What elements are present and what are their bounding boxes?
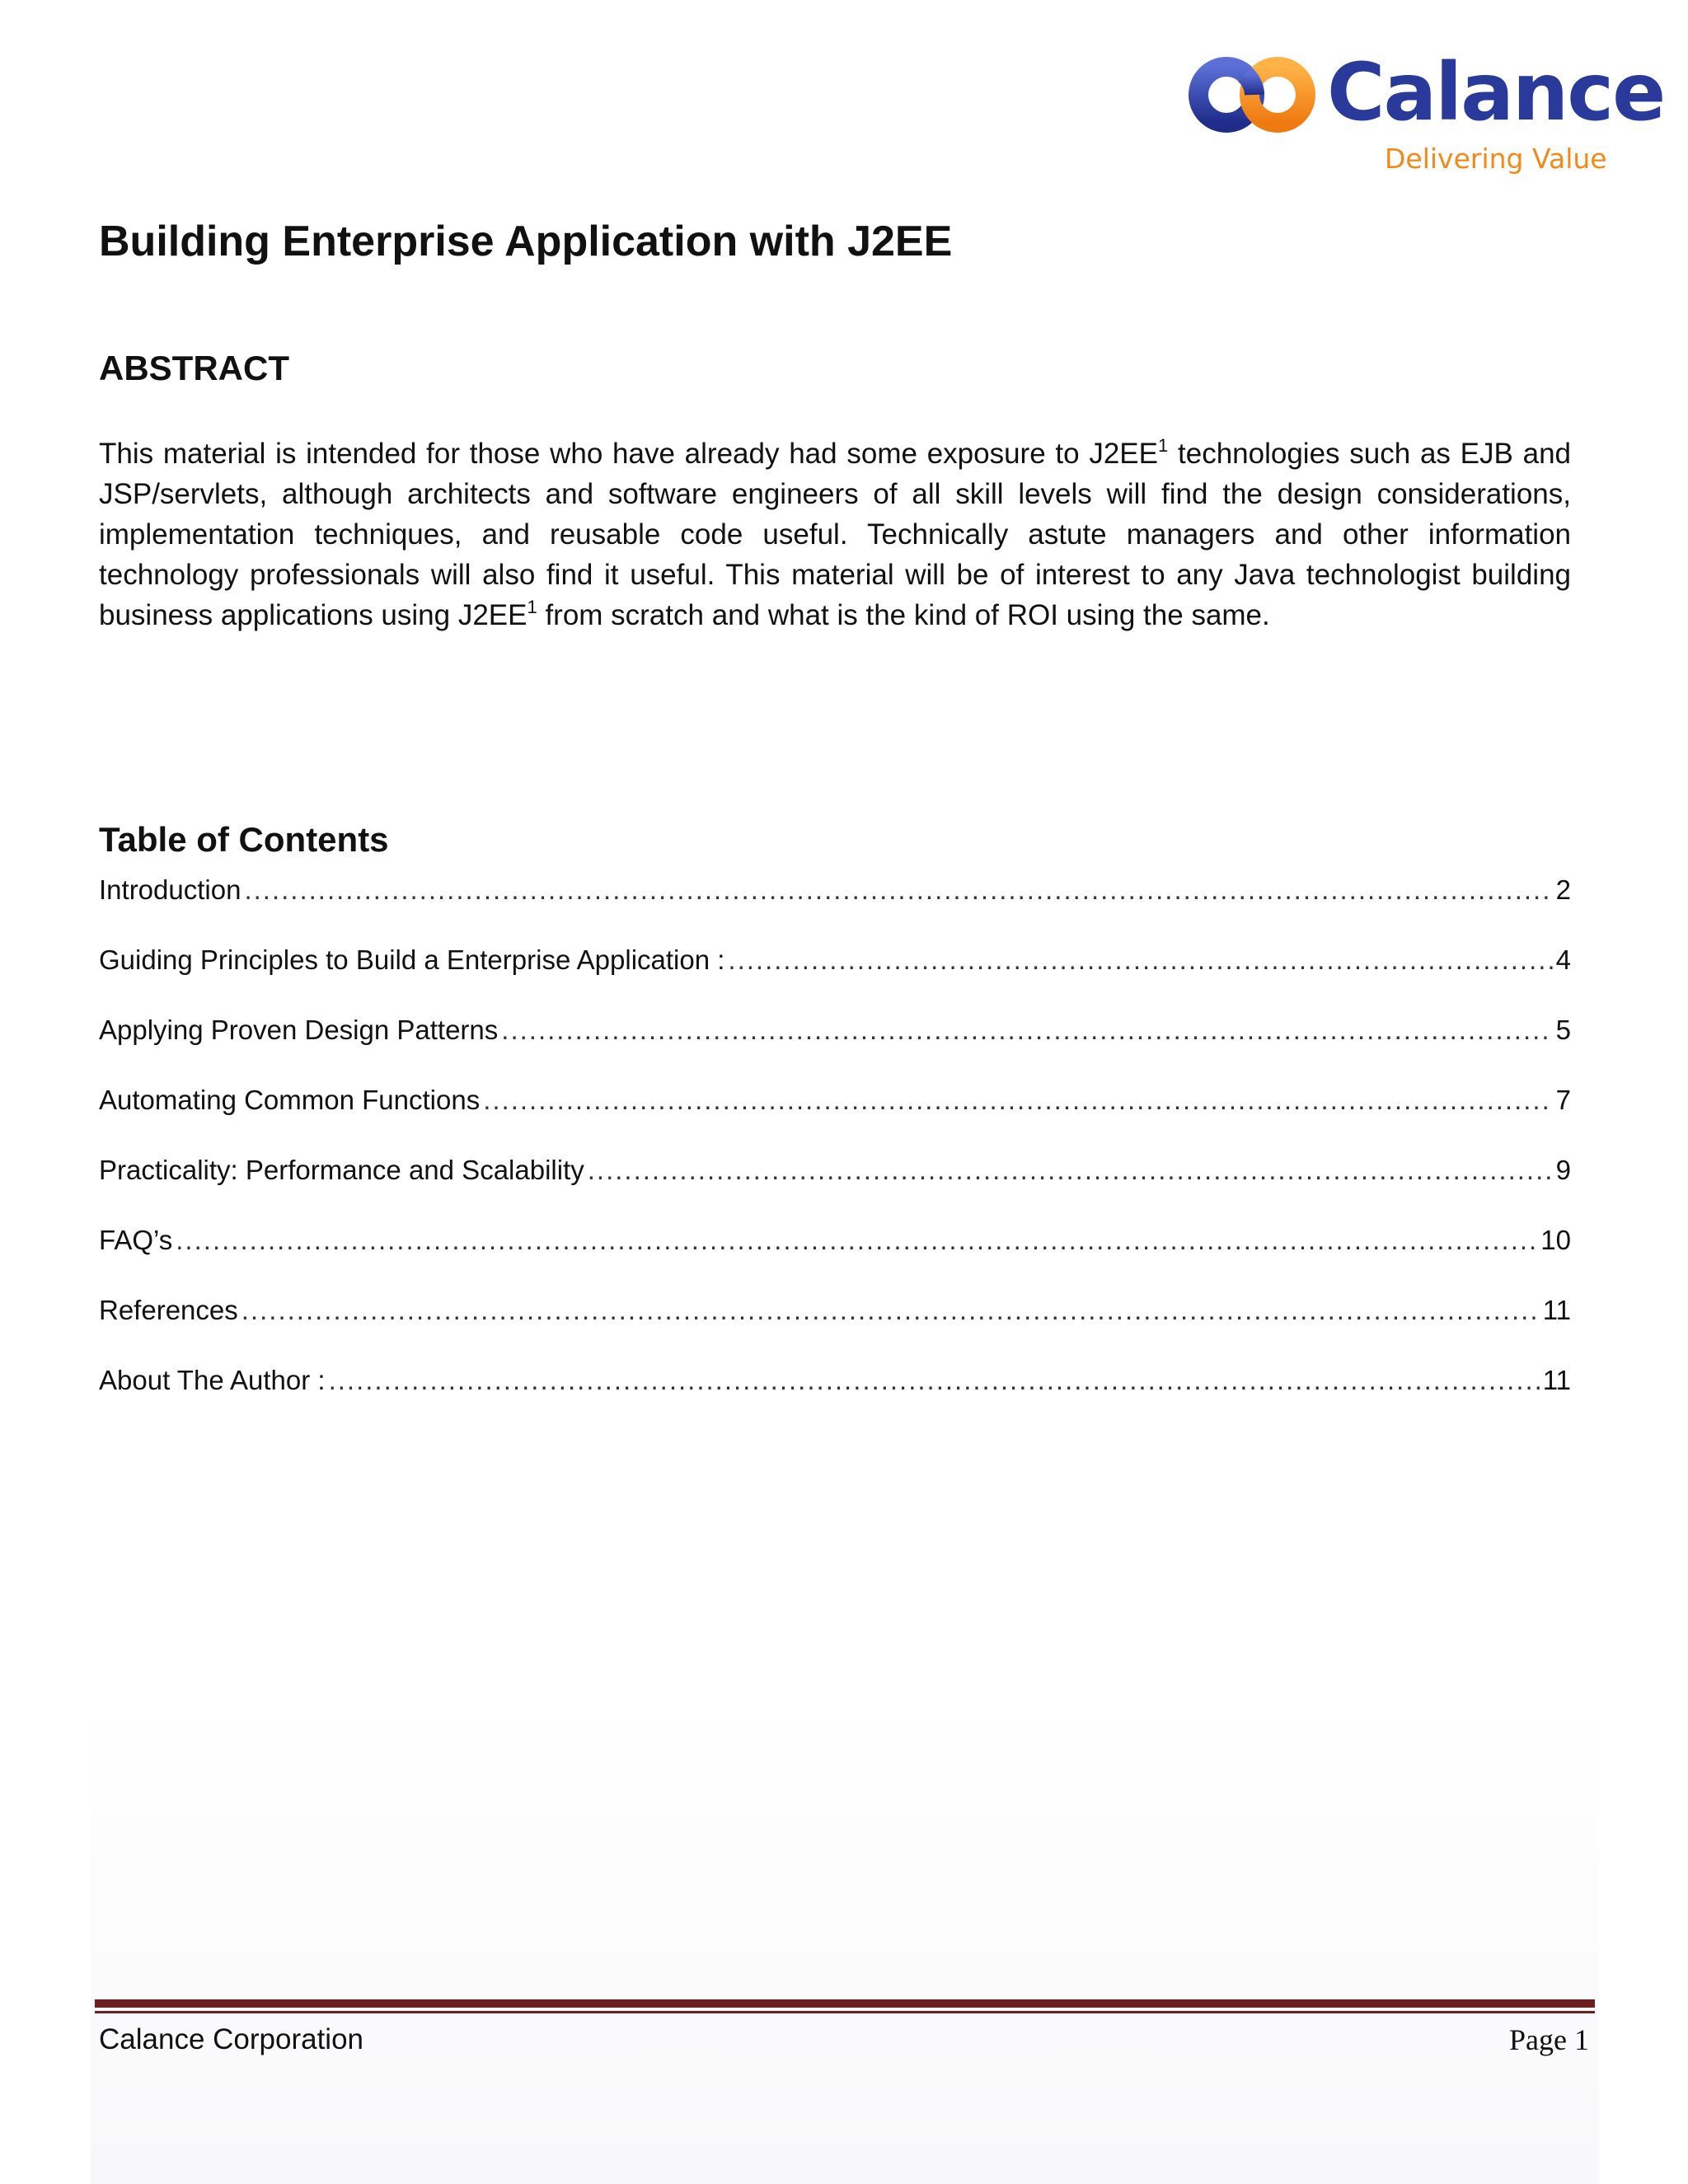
- footnote-ref-2[interactable]: 1: [527, 597, 537, 617]
- toc-entry-label: Applying Proven Design Patterns: [99, 1015, 499, 1045]
- logo-wordmark: Calance: [1327, 46, 1665, 138]
- toc-entry-faqs[interactable]: [99, 1220, 1571, 1290]
- toc-dot-leader: [241, 1290, 1540, 1331]
- toc-dot-leader: [588, 1150, 1553, 1191]
- toc-entry-label: Introduction: [99, 874, 241, 905]
- toc-entry-page: 9: [1555, 1155, 1571, 1185]
- footer-company: Calance Corporation: [99, 2023, 364, 2055]
- calance-logo: [1187, 46, 1665, 190]
- toc-entry-page: 11: [1542, 1295, 1571, 1325]
- abstract-text-2: technologies such as EJB and JSP/servlets, although architects and software engineers of all skill levels will find the design considerations, implementation techniques, and reusable code useful. Technically astute managers and other information technology professionals will also find it useful. This material will be of interest to any Java technologist building business applications using J2EE: [99, 438, 1571, 631]
- toc-entry-label: References: [99, 1295, 238, 1325]
- toc-entry-guiding-principles[interactable]: [99, 940, 1571, 1010]
- toc-entry-page: 2: [1555, 874, 1571, 905]
- document-title: Building Enterprise Application with J2EE: [99, 218, 953, 265]
- toc-dot-leader: [728, 940, 1552, 981]
- toc-entry-design-patterns[interactable]: [99, 1010, 1571, 1080]
- toc-entry-label: About The Author :: [99, 1365, 326, 1395]
- footnote-ref-1[interactable]: 1: [1158, 435, 1169, 456]
- toc-entry-automating-functions[interactable]: [99, 1080, 1571, 1150]
- toc-dot-leader: [244, 869, 1552, 911]
- toc-entry-page: 10: [1540, 1225, 1571, 1255]
- toc-list: [99, 869, 1571, 1430]
- toc-entry-page: 4: [1555, 944, 1571, 975]
- toc-entry-page: 11: [1542, 1365, 1571, 1395]
- toc-entry-references[interactable]: [99, 1290, 1571, 1360]
- toc-dot-leader: [176, 1220, 1537, 1261]
- abstract-heading: ABSTRACT: [99, 349, 289, 387]
- page-background: [91, 1698, 1599, 2184]
- toc-entry-label: Guiding Principles to Build a Enterprise Application :: [99, 944, 725, 975]
- toc-entry-page: 7: [1555, 1085, 1571, 1115]
- toc-dot-leader: [501, 1010, 1552, 1051]
- toc-entry-about-author[interactable]: [99, 1360, 1571, 1430]
- toc-entry-performance-scalability[interactable]: [99, 1150, 1571, 1220]
- footer-rule-thick: [95, 1999, 1595, 2008]
- footer-rule-thin: [95, 2011, 1595, 2013]
- toc-entry-label: FAQ’s: [99, 1225, 173, 1255]
- toc-entry-label: Automating Common Functions: [99, 1085, 481, 1115]
- infinity-logo-icon: [1187, 49, 1319, 140]
- toc-entry-introduction[interactable]: [99, 869, 1571, 940]
- logo-tagline: Delivering Value: [1385, 143, 1607, 175]
- abstract-text-1: This material is intended for those who have already had some exposure to J2EE: [99, 438, 1159, 470]
- toc-dot-leader: [483, 1080, 1552, 1121]
- toc-entry-label: Practicality: Performance and Scalability: [99, 1155, 584, 1185]
- abstract-text-3: from scratch and what is the kind of ROI using the same.: [537, 599, 1270, 631]
- toc-entry-page: 5: [1555, 1015, 1571, 1045]
- footer-page-number: Page 1: [1509, 2023, 1589, 2056]
- toc-heading: Table of Contents: [99, 820, 389, 859]
- toc-dot-leader: [329, 1360, 1540, 1401]
- abstract-paragraph: [99, 434, 1571, 635]
